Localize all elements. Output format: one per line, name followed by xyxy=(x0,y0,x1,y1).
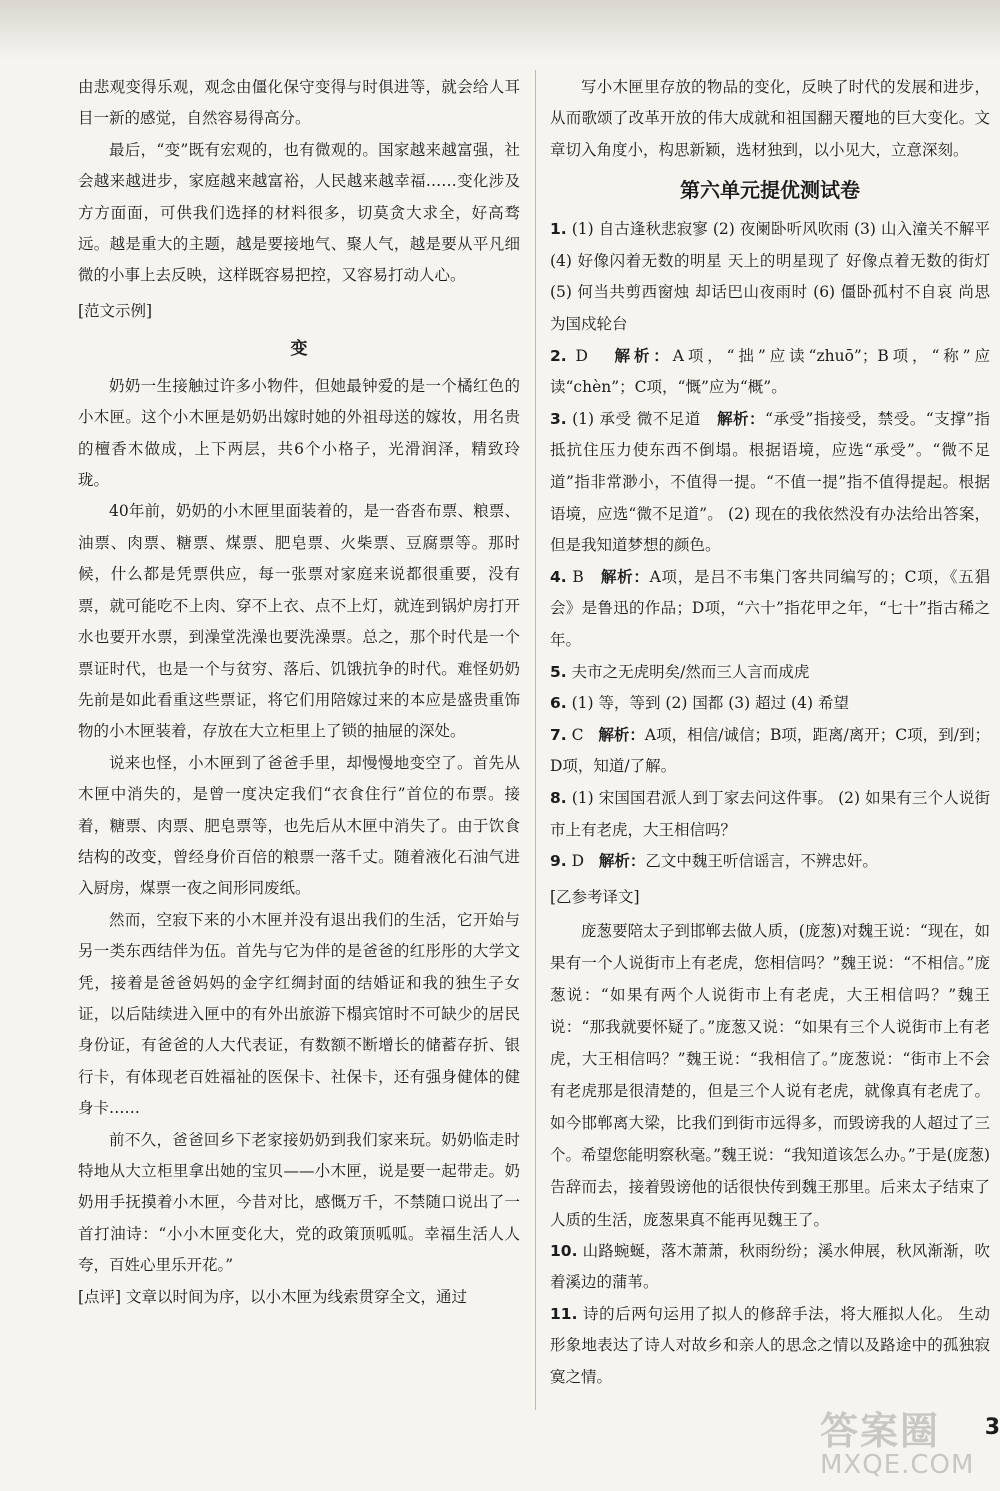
essay-paragraph: 40年前，奶奶的小木匣里面装着的，是一沓沓布票、粮票、油票、肉票、糖票、煤票、肥皂票、火柴票、豆腐票等。那时候，什么都是凭票供应，每一张票对家庭来说都很重要，没有票，就可能吃不上肉、穿不上衣、点不上灯，就连到锅炉房打开水也要开水票，到澡堂洗澡也要洗澡票。总之，那个时代是一个票证时代，也是一个与贫穷、落后、饥饿抗争的时代。难怪奶奶先前是如此看重这些票证，将它们用陪嫁过来的本应是盛贵重饰物的小木匣装着，存放在大立柜里上了锁的抽屉的深处。 xyxy=(78,502,520,741)
watermark-logo: 答案圈 xyxy=(820,1409,941,1453)
section-tag: [范文示例] xyxy=(78,301,153,320)
comment-continued: 写小木匣里存放的物品的变化，反映了时代的发展和进步，从而歌颂了改革开放的伟大成就和祖国翻天覆地的巨大变化。文章切入角度小，构思新颖，选材独到，以小见大，立意深刻。 xyxy=(550,78,990,159)
answer-item xyxy=(550,846,990,878)
essay-paragraph: 前不久，爸爸回乡下老家接奶奶到我们家来玩。奶奶临走时特地从大立柜里拿出她的宝贝——小木匣，说是要一起带走。奶奶用手抚摸着小木匣，今昔对比，感慨万千，不禁随口说出了一首打油诗：“小小木匣变化大，党的政策顶呱呱。幸福生活人人夸，百姓心里乐开花。” xyxy=(78,1130,520,1275)
analysis-label: 解析： xyxy=(598,852,646,871)
essay-title: 变 xyxy=(290,338,308,359)
answer-item xyxy=(550,720,990,783)
column-divider xyxy=(535,70,536,1410)
analysis-label: 解析： xyxy=(614,346,673,365)
answer-choice: C xyxy=(571,725,584,744)
question-number: 11. xyxy=(550,1304,578,1323)
section-title: 第六单元提优测试卷 xyxy=(680,178,860,203)
translation-tag: [乙参考译文] xyxy=(550,887,640,906)
answer-item xyxy=(550,341,990,404)
answer-item xyxy=(550,783,990,846)
essay-paragraph: 奶奶一生接触过许多小物件，但她最钟爱的是一个橘红色的小木匣。这个小木匣是奶奶出嫁时她的外祖母送的嫁妆，用名贵的檀香木做成，上下两层，共6个小格子，光滑润泽，精致玲珑。 xyxy=(78,376,520,490)
analysis-text: “承受”指接受，禁受。“支撑”指抵抗住压力使东西不倒塌。根据语境，应选“承受”。“微不足道”指非常渺小，不值得一提。“不值一提”指不值得提起。根据语境，应选“微不足道”。 (2) 现在的我依然没有办法给出答案，但是我知道梦想的颜色。 xyxy=(550,409,991,555)
answer-text: 夫市之无虎明矣/然而三人言而成虎 xyxy=(571,662,810,681)
answer-item xyxy=(550,404,990,562)
comment: [点评] 文章以时间为序，以小木匣为线索贯穿全文，通过 xyxy=(78,1287,468,1306)
essay-paragraph: 然而，空寂下来的小木匣并没有退出我们的生活，它开始与另一类东西结伴为伍。首先与它为伴的是爸爸的红彤彤的大学文凭，接着是爸爸妈妈的金字红绸封面的结婚证和我的独生子女证，以后陆续进入匣中的有外出旅游下榻宾馆时不可缺少的居民身份证，有爸爸的人大代表证，有数额不断增长的储蓄存折、银行卡，有体现老百姓福祉的医保卡、社保卡，还有强身健体的健身卡…… xyxy=(78,910,520,1118)
answer-choice: (1) 承受 微不足道 xyxy=(572,409,701,428)
left-column xyxy=(78,72,520,1313)
answer-item xyxy=(550,1236,990,1299)
question-number: 7. xyxy=(550,725,567,744)
question-number: 1. xyxy=(550,220,567,239)
question-number: 8. xyxy=(550,788,567,807)
analysis-label: 解析： xyxy=(717,409,766,428)
question-number: 10. xyxy=(550,1241,578,1260)
answer-choice: D xyxy=(575,346,588,365)
right-column xyxy=(550,72,990,1394)
question-number: 3. xyxy=(550,409,567,428)
answer-choice: D xyxy=(571,852,585,871)
question-number: 5. xyxy=(550,662,567,681)
paragraph: 由悲观变得乐观，观念由僵化保守变得与时俱进等，就会给人耳目一新的感觉，自然容易得高分。 xyxy=(78,78,520,128)
essay-paragraph: 说来也怪，小木匣到了爸爸手里，却慢慢地变空了。首先从木匣中消失的，是曾一度决定我们“衣食住行”首位的布票。接着，糖票、肉票、肥皂票等，也先后从木匣中消失了。由于饮食结构的改变，曾经身价百倍的粮票一落千丈。随着液化石油气进入厨房，煤票一夜之间形同废纸。 xyxy=(78,753,520,898)
question-number: 6. xyxy=(550,694,567,713)
answer-item xyxy=(550,1299,990,1394)
answer-item xyxy=(550,657,990,689)
answer-item xyxy=(550,214,990,340)
paragraph: 最后，“变”既有宏观的，也有微观的。国家越来越富强，社会越来越进步，家庭越来越富裕，人民越来越幸福……变化涉及方方面面，可供我们选择的材料很多，切莫贪大求全，好高骛远。越是重大的主题，越是要接地气、聚人气，越是要从平凡细微的小事上去反映，这样既容易把控，又容易打动人心。 xyxy=(78,140,520,285)
analysis-text: A项，“拙”应读“zhuō”；B项，“称”应读“chèn”；C项，“慨”应为“概”。 xyxy=(550,346,991,397)
translation-text: 庞葱要陪太子到邯郸去做人质，(庞葱)对魏王说：“现在，如果有一个人说街市上有老虎，您相信吗？”魏王说：“不相信。”庞葱说：“如果有两个人说街市上有老虎，大王相信吗？”魏王说：“那我就要怀疑了。”庞葱又说：“如果有三个人说街市上有老虎，大王相信吗？”魏王说：“我相信了。”庞葱说：“街市上不会有老虎那是很清楚的，但是三个人说有老虎，就像真有老虎了。如今邯郸离大梁，比我们到街市远得多，而毁谤我的人超过了三个。希望您能明察秋毫。”魏王说：“我知道该怎么办。”于是(庞葱)告辞而去，接着毁谤他的话很快传到魏王那里。后来太子结束了人质的生活，庞葱果真不能再见魏王了。 xyxy=(550,921,990,1229)
page-number: 3 xyxy=(984,1415,1000,1440)
analysis-label: 解析： xyxy=(598,725,645,744)
watermark-url: MXQE.COM xyxy=(820,1450,975,1480)
question-number: 2. xyxy=(550,346,567,365)
question-number: 9. xyxy=(550,852,567,871)
analysis-text: A项，相信/诚信；B项，距离/离开；C项，到/到；D项，知道/了解。 xyxy=(550,725,990,776)
question-number: 4. xyxy=(550,567,567,586)
answer-text: (1) 自古逢秋悲寂寥 (2) 夜阑卧听风吹雨 (3) 山入潼关不解平 (4) 好像闪着无数的明星 天上的明星现了 好像点着无数的街灯 (5) 何当共剪西窗烛 却话巴山夜雨时 (6) 僵卧孤村不自哀 尚思为国戍轮台 xyxy=(550,220,990,333)
answer-text: (1) 宋国国君派人到丁家去问这件事。 (2) 如果有三个人说街市上有老虎，大王相信吗？ xyxy=(550,788,990,839)
answer-text: (1) 等，等到 (2) 国都 (3) 超过 (4) 希望 xyxy=(571,694,849,713)
answer-item xyxy=(550,688,990,720)
answer-item xyxy=(550,562,990,657)
answer-text: 山路蜿蜒，落木萧萧，秋雨纷纷；溪水伸展，秋风渐渐，吹着溪边的蒲苇。 xyxy=(550,1241,990,1292)
analysis-text: 乙文中魏王听信谣言，不辨忠奸。 xyxy=(645,852,878,871)
scan-top-shadow xyxy=(0,0,1000,60)
analysis-label: 解析： xyxy=(600,567,650,586)
answer-text: 诗的后两句运用了拟人的修辞手法，将大雁拟人化。 生动形象地表达了诗人对故乡和亲人的思念之情以及路途中的孤独寂寞之情。 xyxy=(550,1304,990,1386)
answer-choice: B xyxy=(572,567,584,586)
analysis-text: A项，是吕不韦集门客共同编写的；C项，《五猖会》是鲁迅的作品；D项，“六十”指花甲之年，“七十”指古稀之年。 xyxy=(550,567,990,649)
